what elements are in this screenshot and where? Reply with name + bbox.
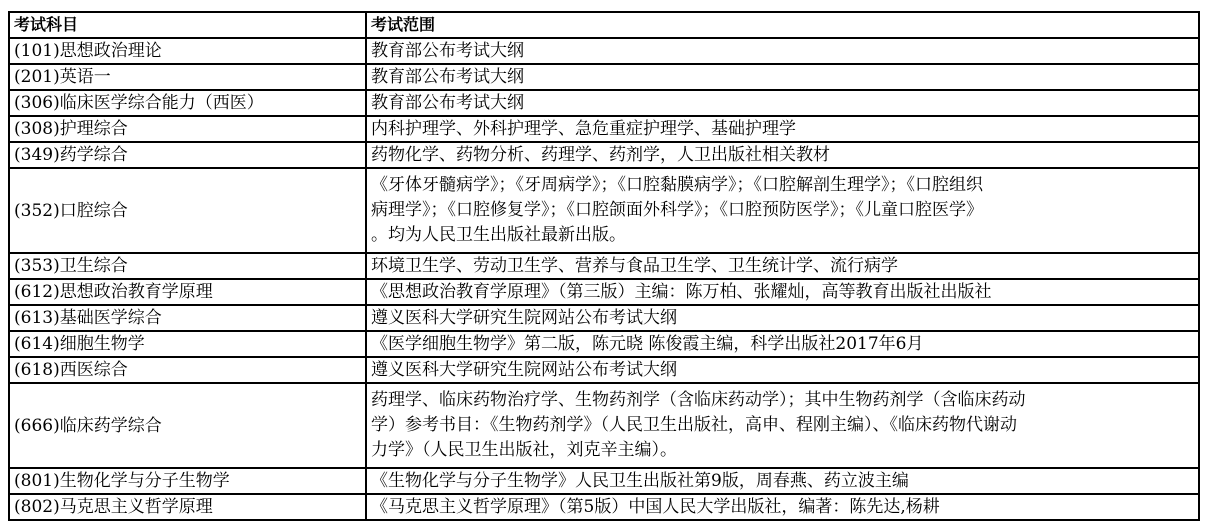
scope-cell: 遵义医科大学研究生院网站公布考试大纲 xyxy=(366,357,1199,383)
subject-cell: (618)西医综合 xyxy=(9,357,366,383)
scope-cell: 教育部公布考试大纲 xyxy=(366,64,1199,90)
exam-scope-table xyxy=(8,11,1200,521)
table-body xyxy=(9,38,1199,520)
scope-line: 药理学、临床药物治疗学、生物药剂学（含临床药动学）；其中生物药剂学（含临床药动 xyxy=(371,390,1026,410)
scope-cell: 《思想政治教育学原理》（第三版）主编：陈万柏、张耀灿，高等教育出版社出版社 xyxy=(366,279,1199,305)
table-row xyxy=(9,168,1199,253)
scope-cell xyxy=(366,168,1199,253)
scope-cell: 教育部公布考试大纲 xyxy=(366,90,1199,116)
table-row xyxy=(9,64,1199,90)
table-row xyxy=(9,253,1199,279)
scope-cell: 环境卫生学、劳动卫生学、营养与食品卫生学、卫生统计学、流行病学 xyxy=(366,253,1199,279)
table-row xyxy=(9,142,1199,168)
subject-cell: (612)思想政治教育学原理 xyxy=(9,279,366,305)
header-subject: 考试科目 xyxy=(9,12,366,38)
scope-line: 力学》（人民卫生出版社，刘克辛主编）。 xyxy=(371,440,677,460)
subject-cell: (666)临床药学综合 xyxy=(9,383,366,468)
subject-cell: (801)生物化学与分子生物学 xyxy=(9,468,366,494)
scope-cell: 《马克思主义哲学原理》（第5版）中国人民大学出版社，编著：陈先达,杨耕 xyxy=(366,494,1199,520)
table-row xyxy=(9,494,1199,520)
scope-cell: 内科护理学、外科护理学、急危重症护理学、基础护理学 xyxy=(366,116,1199,142)
scope-cell: 药物化学、药物分析、药理学、药剂学，人卫出版社相关教材 xyxy=(366,142,1199,168)
table-row xyxy=(9,116,1199,142)
table-row xyxy=(9,90,1199,116)
scope-cell: 教育部公布考试大纲 xyxy=(366,38,1199,64)
subject-cell: (802)马克思主义哲学原理 xyxy=(9,494,366,520)
table-row xyxy=(9,468,1199,494)
table-row xyxy=(9,38,1199,64)
subject-cell: (614)细胞生物学 xyxy=(9,331,366,357)
scope-cell: 《生物化学与分子生物学》人民卫生出版社第9版，周春燕、药立波主编 xyxy=(366,468,1199,494)
scope-line: 病理学》；《口腔修复学》；《口腔颌面外科学》；《口腔预防医学》；《儿童口腔医学》 xyxy=(371,200,983,220)
scope-line: 。均为人民卫生出版社最新出版。 xyxy=(371,225,626,245)
table-row xyxy=(9,279,1199,305)
scope-line: 《牙体牙髓病学》；《牙周病学》；《口腔黏膜病学》；《口腔解剖生理学》；《口腔组织 xyxy=(371,175,983,195)
header-scope: 考试范围 xyxy=(366,12,1199,38)
table-row xyxy=(9,383,1199,468)
scope-cell: 遵义医科大学研究生院网站公布考试大纲 xyxy=(366,305,1199,331)
header-row xyxy=(9,12,1199,38)
subject-cell: (349)药学综合 xyxy=(9,142,366,168)
subject-cell: (353)卫生综合 xyxy=(9,253,366,279)
scope-cell xyxy=(366,383,1199,468)
subject-cell: (306)临床医学综合能力（西医） xyxy=(9,90,366,116)
table-row xyxy=(9,305,1199,331)
subject-cell: (201)英语一 xyxy=(9,64,366,90)
scope-line: 学）参考书目：《生物药剂学》（人民卫生出版社，高申、程刚主编）、《临床药物代谢动 xyxy=(371,415,1017,435)
table-row xyxy=(9,357,1199,383)
subject-cell: (352)口腔综合 xyxy=(9,168,366,253)
table-row xyxy=(9,331,1199,357)
subject-cell: (101)思想政治理论 xyxy=(9,38,366,64)
scope-cell: 《医学细胞生物学》第二版，陈元晓 陈俊霞主编，科学出版社2017年6月 xyxy=(366,331,1199,357)
subject-cell: (308)护理综合 xyxy=(9,116,366,142)
subject-cell: (613)基础医学综合 xyxy=(9,305,366,331)
